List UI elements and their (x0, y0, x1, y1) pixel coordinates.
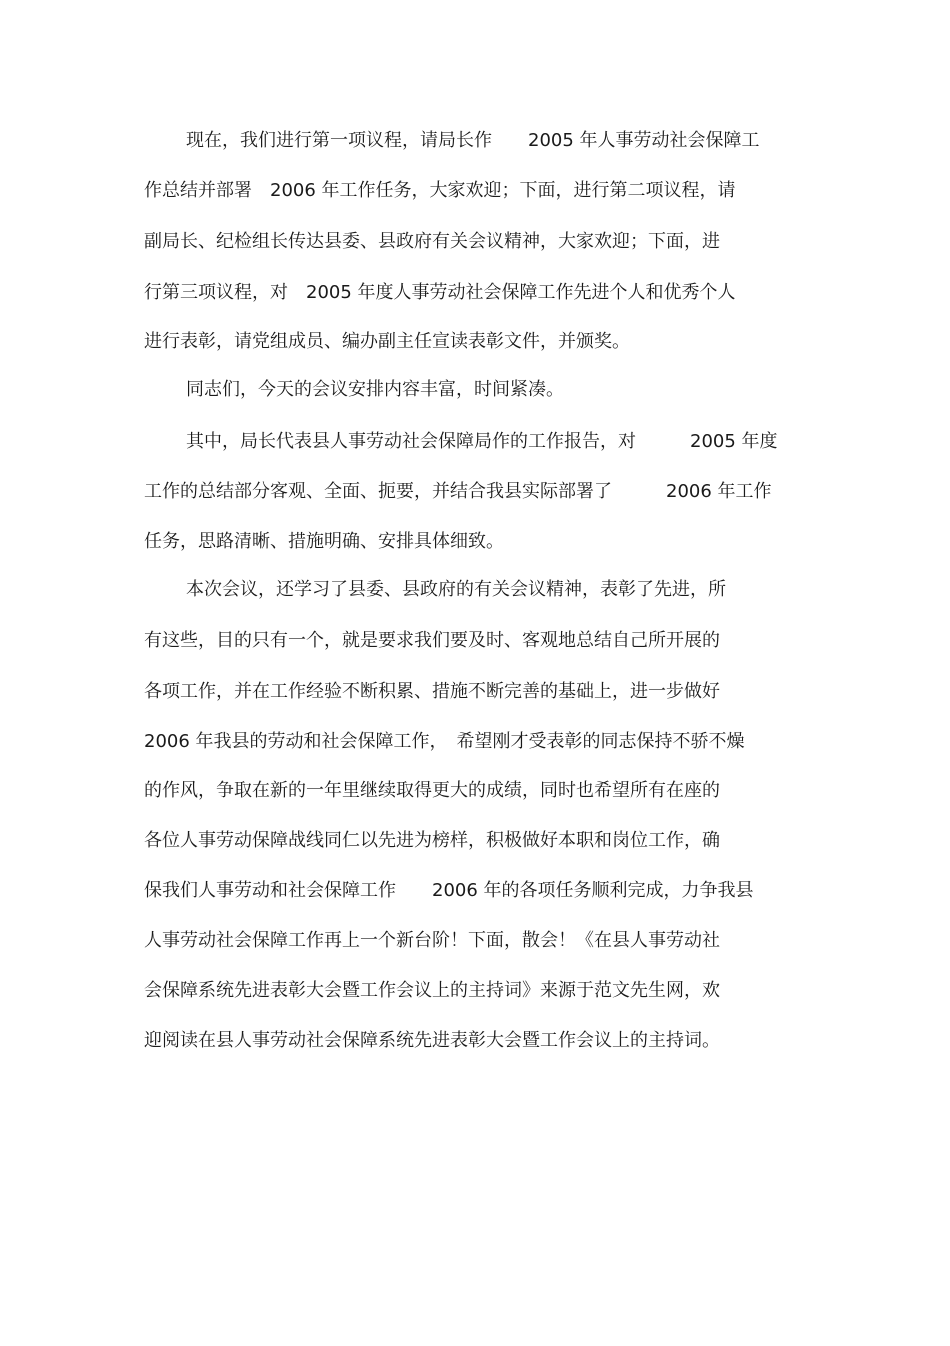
paragraph-3-line-1: 其中，局长代表县人事劳动社会保障局作的工作报告，对 2005 年度 (186, 431, 778, 452)
paragraph-1-line-3: 副局长、纪检组长传达县委、县政府有关会议精神，大家欢迎；下面，进 (144, 231, 720, 252)
paragraph-3-line-3: 任务，思路清晰、措施明确、安排具体细致。 (144, 531, 504, 552)
paragraph-4-line-10: 迎阅读在县人事劳动社会保障系统先进表彰大会暨工作会议上的主持词。 (144, 1030, 720, 1051)
paragraph-4-line-8: 人事劳动社会保障工作再上一个新台阶！下面，散会！《在县人事劳动社 (144, 930, 720, 951)
paragraph-4-line-7: 保我们人事劳动和社会保障工作 2006 年的各项任务顺利完成，力争我县 (144, 880, 754, 901)
paragraph-4-line-2: 有这些，目的只有一个，就是要求我们要及时、客观地总结自己所开展的 (144, 630, 720, 651)
paragraph-1-line-5: 进行表彰，请党组成员、编办副主任宣读表彰文件，并颁奖。 (144, 331, 630, 352)
paragraph-1-line-2: 作总结并部署 2006 年工作任务，大家欢迎；下面，进行第二项议程，请 (144, 180, 736, 201)
paragraph-4-line-1: 本次会议，还学习了县委、县政府的有关会议精神，表彰了先进，所 (186, 579, 726, 600)
paragraph-4-line-4: 2006 年我县的劳动和社会保障工作， 希望刚才受表彰的同志保持不骄不燥 (144, 731, 745, 752)
paragraph-1-line-1: 现在，我们进行第一项议程，请局长作 2005 年人事劳动社会保障工 (186, 130, 760, 151)
paragraph-1-line-4: 行第三项议程，对 2005 年度人事劳动社会保障工作先进个人和优秀个人 (144, 282, 736, 303)
paragraph-3-line-2: 工作的总结部分客观、全面、扼要，并结合我县实际部署了 2006 年工作 (144, 481, 772, 502)
paragraph-4-line-9: 会保障系统先进表彰大会暨工作会议上的主持词》来源于范文先生网，欢 (144, 980, 720, 1001)
paragraph-4-line-5: 的作风，争取在新的一年里继续取得更大的成绩，同时也希望所有在座的 (144, 780, 720, 801)
paragraph-4-line-6: 各位人事劳动保障战线同仁以先进为榜样，积极做好本职和岗位工作，确 (144, 830, 720, 851)
paragraph-4-line-3: 各项工作，并在工作经验不断积累、措施不断完善的基础上，进一步做好 (144, 681, 720, 702)
paragraph-2-line-1: 同志们，今天的会议安排内容丰富，时间紧凑。 (186, 379, 564, 400)
